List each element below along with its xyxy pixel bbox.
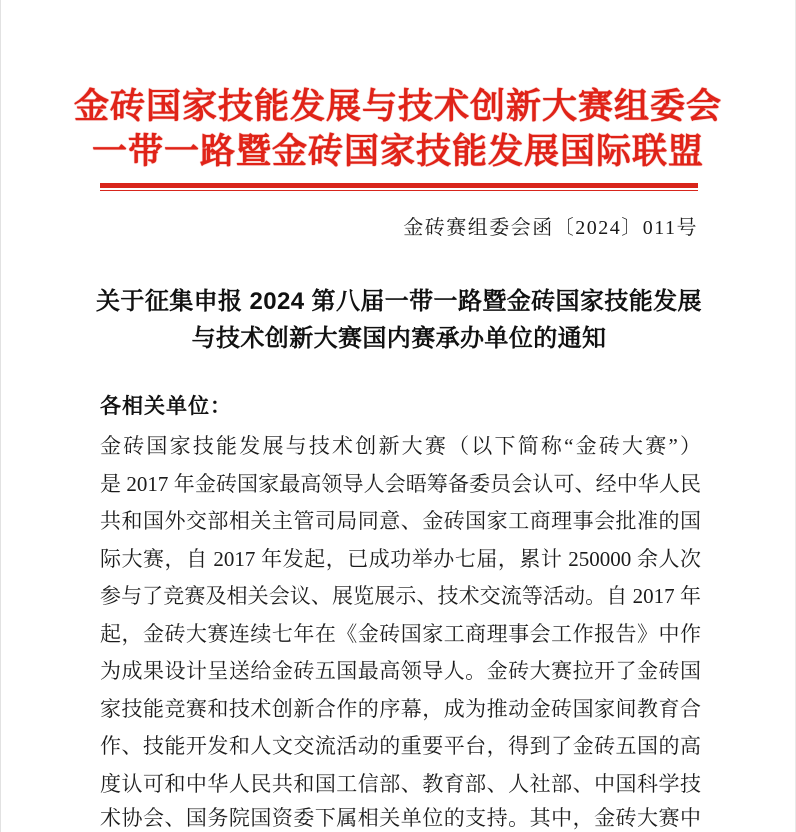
page-title — [89, 283, 709, 357]
body-line-text: 术协会、国务院国资委下属相关单位的支持。其中，金砖大赛中 — [100, 806, 701, 830]
body-line-text: 参与了竞赛及相关会议、展览展示、技术交流等活动。自 2017 年 — [100, 584, 701, 608]
body-line — [100, 653, 701, 691]
letterhead — [1, 84, 795, 174]
body-line — [100, 800, 701, 832]
body-line — [100, 691, 701, 729]
body-line — [100, 541, 701, 579]
body-line-text: 度认可和中华人民共和国工信部、教育部、人社部、中国科学技 — [100, 771, 701, 796]
body-line — [100, 503, 701, 541]
body-line — [100, 466, 701, 504]
body-line — [100, 578, 701, 616]
body-line — [100, 428, 701, 466]
body-line-text: 作、技能开发和人文交流活动的重要平台，得到了金砖五国的高 — [100, 734, 701, 758]
body-line — [100, 766, 701, 804]
document-number: 金砖赛组委会函〔2024〕011号 — [403, 217, 698, 239]
body-line — [100, 616, 701, 654]
body-line-text: 家技能竞赛和技术创新合作的序幕，成为推动金砖国家间教育合 — [100, 696, 701, 721]
title-line-2: 与技术创新大赛国内赛承办单位的通知 — [191, 325, 607, 352]
body-line-text: 是 2017 年金砖国家最高领导人会晤筹备委员会认可、经中华人民 — [100, 471, 701, 496]
body-line-text: 起，金砖大赛连续七年在《金砖国家工商理事会工作报告》中作 — [100, 621, 701, 646]
body-line-text: 际大赛，自 2017 年发起，已成功举办七届，累计 250000 余人次 — [100, 546, 701, 571]
body-line-text: 共和国外交部相关主管司局同意、金砖国家工商理事会批准的国 — [100, 509, 701, 533]
red-divider-rule — [100, 183, 698, 191]
title-line-1: 关于征集申报 2024 第八届一带一路暨金砖国家技能发展 — [96, 288, 702, 315]
body-line — [100, 728, 701, 766]
letterhead-line-2: 一带一路暨金砖国家技能发展国际联盟 — [91, 132, 704, 171]
document-body — [100, 389, 701, 803]
letterhead-line-1: 金砖国家技能发展与技术创新大赛组委会 — [73, 87, 722, 126]
body-line-text: 金砖国家技能发展与技术创新大赛（以下简称“金砖大赛”） — [100, 434, 701, 458]
salutation: 各相关单位： — [100, 395, 232, 418]
clipped-body-line — [100, 800, 701, 832]
divider-thin-line — [100, 190, 698, 191]
body-line-text: 为成果设计呈送给金砖五国最高领导人。金砖大赛拉开了金砖国 — [100, 659, 701, 683]
